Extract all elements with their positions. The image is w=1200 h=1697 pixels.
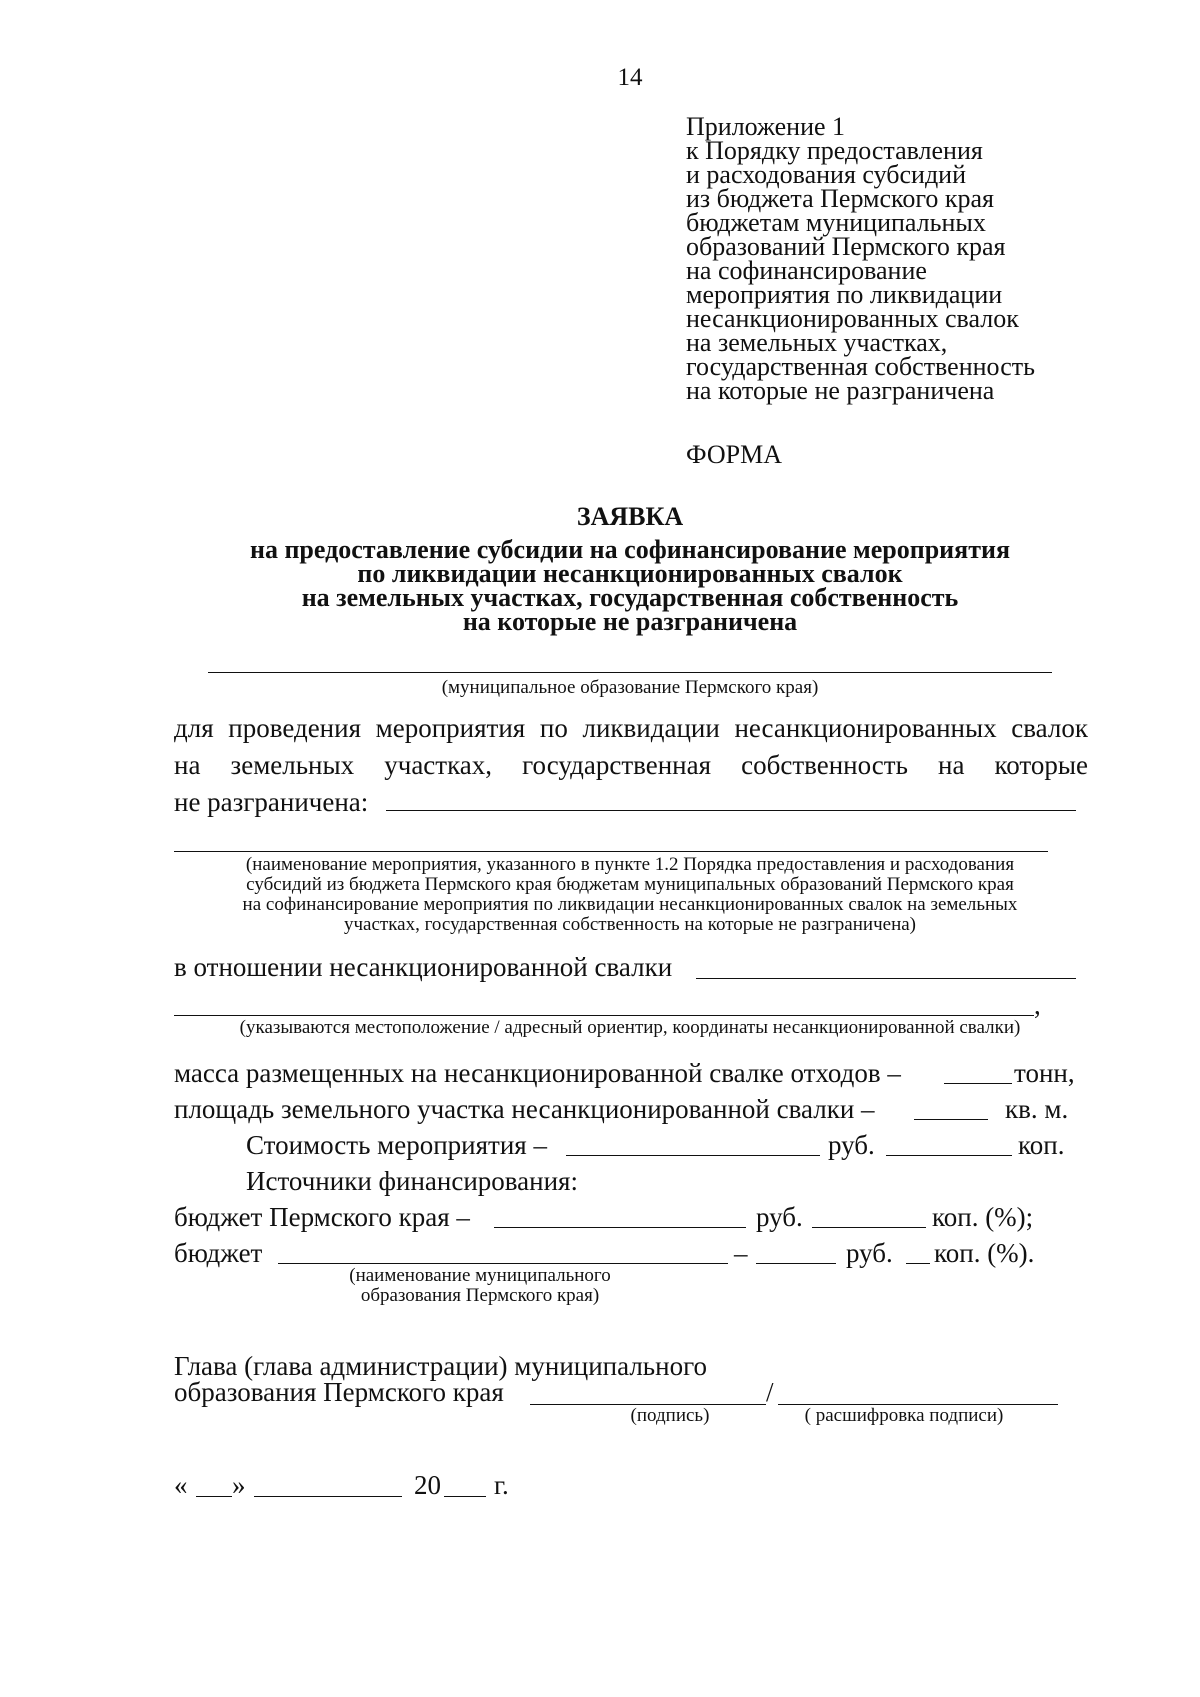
purpose-line-2: на земельных участках, государственная собственность на которые (174, 750, 1088, 780)
municipality-caption: (муниципальное образование Пермского края) (441, 677, 819, 698)
dump-location-fill-line[interactable] (696, 978, 1076, 979)
area-fill-line[interactable] (914, 1119, 988, 1120)
municipal-budget-name-fill-line[interactable] (278, 1263, 728, 1264)
document-title: ЗАЯВКА (576, 502, 684, 531)
mass-fill-line[interactable] (944, 1083, 1012, 1084)
appendix-line: на земельных участках, (686, 328, 948, 357)
appendix-line: и расходования субсидий (686, 160, 966, 189)
appendix-line: на которые не разграничена (686, 376, 995, 405)
municipal-budget-caption-line: образования Пермского края) (360, 1285, 600, 1306)
comma: , (1034, 990, 1041, 1020)
area-unit: кв. м. (1005, 1094, 1069, 1124)
signature-decoding-caption: ( расшифровка подписи) (804, 1405, 1004, 1426)
subtitle-line: на земельных участках, государственная собственность (301, 583, 959, 612)
event-caption-line: на софинансирование мероприятия по ликвидации несанкционированных свалок на земельных (242, 894, 1018, 915)
cost-rub-fill-line[interactable] (566, 1155, 820, 1156)
municipal-budget-dash: – (734, 1238, 748, 1268)
municipal-budget-rub-fill-line[interactable] (756, 1263, 836, 1264)
cost-label: Стоимость мероприятия – (246, 1130, 547, 1160)
regional-budget-rub-fill-line[interactable] (494, 1227, 746, 1228)
cost-kop-fill-line[interactable] (886, 1155, 1012, 1156)
regional-budget-label: бюджет Пермского края – (174, 1202, 470, 1232)
date-open-quote: « (174, 1470, 188, 1500)
appendix-line: мероприятия по ликвидации (686, 280, 1003, 309)
municipal-budget-label: бюджет (174, 1238, 263, 1268)
document-subtitle (0, 535, 1200, 636)
form-label: ФОРМА (686, 440, 782, 469)
appendix-line: бюджетам муниципальных (686, 208, 986, 237)
appendix-line: на софинансирование (686, 256, 927, 285)
dump-location-fill-line-2[interactable] (174, 1015, 1034, 1016)
event-caption-line: участках, государственная собственность на которые не разграничена) (344, 914, 916, 935)
sources-label: Источники финансирования: (246, 1166, 578, 1196)
appendix-line: государственная собственность (686, 352, 1035, 381)
municipal-budget-caption (300, 1266, 660, 1306)
appendix-line: образований Пермского края (686, 232, 1006, 261)
event-name-fill-line[interactable] (386, 810, 1076, 811)
event-caption-line: субсидий из бюджета Пермского края бюджетам муниципальных образований Пермского края (246, 874, 1014, 895)
date-day-fill-line[interactable] (196, 1496, 232, 1497)
subtitle-line: на которые не разграничена (462, 607, 798, 636)
area-label: площадь земельного участка несанкционированной свалки – (174, 1094, 875, 1124)
municipal-budget-rub-label: руб. (846, 1238, 893, 1268)
subtitle-line: на предоставление субсидии на софинансирование мероприятия (249, 535, 1011, 564)
date-month-fill-line[interactable] (254, 1496, 402, 1497)
appendix-line: из бюджета Пермского края (686, 184, 995, 213)
event-name-fill-line-2[interactable] (174, 851, 1048, 852)
appendix-line: к Порядку предоставления (686, 136, 983, 165)
dump-relation-label: в отношении несанкционированной свалки (174, 952, 673, 982)
mass-unit: тонн, (1014, 1058, 1075, 1088)
signature-slash: / (766, 1377, 774, 1407)
cost-rub-label: руб. (828, 1130, 875, 1160)
appendix-block (686, 112, 1035, 405)
regional-budget-kop-label: коп. (%); (932, 1202, 1034, 1232)
cost-kop-label: коп. (1018, 1130, 1065, 1160)
location-caption: (указываются местоположение / адресный ориентир, координаты несанкционированной свалки) (239, 1017, 1021, 1038)
date-year-fill-line[interactable] (444, 1496, 486, 1497)
signature-caption: (подпись) (630, 1405, 710, 1426)
appendix-line: Приложение 1 (686, 112, 846, 141)
municipality-fill-line[interactable] (208, 672, 1052, 673)
head-title-line-1: Глава (глава администрации) муниципального (174, 1351, 707, 1381)
purpose-line-3: не разграничена: (174, 787, 369, 817)
purpose-line-1: для проведения мероприятия по ликвидации несанкционированных свалок (174, 713, 1088, 743)
municipal-budget-kop-label: коп. (%). (934, 1238, 1035, 1268)
subtitle-line: по ликвидации несанкционированных свалок (357, 559, 903, 588)
date-year-prefix: 20 (414, 1470, 441, 1500)
event-caption (174, 855, 1086, 935)
municipal-budget-kop-fill-line[interactable] (906, 1263, 930, 1264)
head-title-line-2: образования Пермского края (174, 1377, 504, 1407)
regional-budget-rub-label: руб. (756, 1202, 803, 1232)
date-close-quote: » (232, 1470, 246, 1500)
municipal-budget-caption-line: (наименование муниципального (349, 1265, 611, 1286)
mass-label: масса размещенных на несанкционированной свалке отходов – (174, 1058, 901, 1088)
page-number: 14 (617, 64, 643, 91)
regional-budget-kop-fill-line[interactable] (812, 1227, 926, 1228)
appendix-line: несанкционированных свалок (686, 304, 1019, 333)
date-year-suffix: г. (494, 1470, 509, 1500)
event-caption-line: (наименование мероприятия, указанного в пункте 1.2 Порядка предоставления и расходования (245, 854, 1015, 875)
